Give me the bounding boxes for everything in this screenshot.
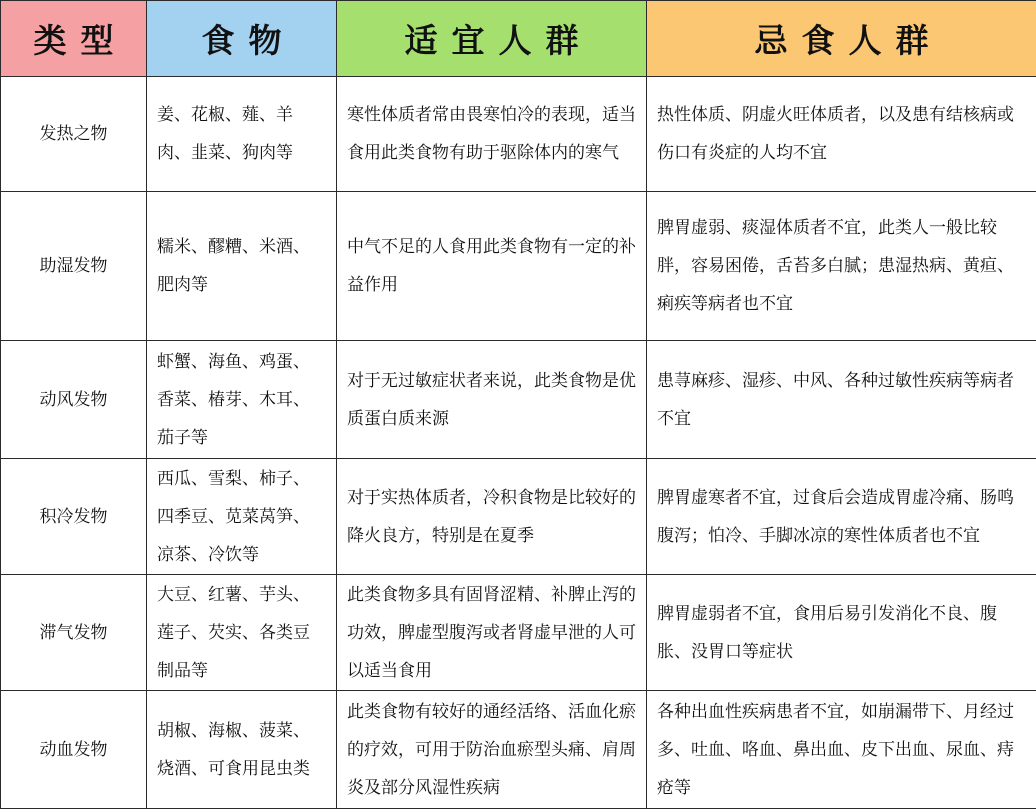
suitable-cell: 对于无过敏症状者来说，此类食物是优质蛋白质来源 [337, 341, 647, 459]
suitable-cell: 此类食物有较好的通经活络、活血化瘀的疗效，可用于防治血瘀型头痛、肩周炎及部分风湿性疾病 [337, 691, 647, 809]
header-type: 类型 [1, 1, 147, 77]
table-row [1, 192, 1036, 341]
avoid-cell: 患荨麻疹、湿疹、中风、各种过敏性疾病等病者不宜 [647, 341, 1036, 459]
type-cell: 动血发物 [1, 691, 147, 809]
table-row [1, 459, 1036, 575]
suitable-cell: 中气不足的人食用此类食物有一定的补益作用 [337, 192, 647, 341]
food-cell: 西瓜、雪梨、柿子、四季豆、苋菜莴笋、凉茶、冷饮等 [147, 459, 337, 575]
header-food: 食物 [147, 1, 337, 77]
food-cell: 姜、花椒、薤、羊肉、韭菜、狗肉等 [147, 77, 337, 192]
type-cell: 积冷发物 [1, 459, 147, 575]
type-cell: 滞气发物 [1, 575, 147, 691]
avoid-cell: 脾胃虚弱、痰湿体质者不宜，此类人一般比较胖，容易困倦，舌苔多白腻；患湿热病、黄疸、痢疾等病者也不宜 [647, 192, 1036, 341]
type-cell: 动风发物 [1, 341, 147, 459]
header-row [1, 1, 1036, 77]
type-cell: 助湿发物 [1, 192, 147, 341]
avoid-cell: 热性体质、阴虚火旺体质者，以及患有结核病或伤口有炎症的人均不宜 [647, 77, 1036, 192]
header-avoid: 忌食人群 [647, 1, 1036, 77]
food-cell: 大豆、红薯、芋头、莲子、芡实、各类豆制品等 [147, 575, 337, 691]
avoid-cell: 脾胃虚弱者不宜，食用后易引发消化不良、腹胀、没胃口等症状 [647, 575, 1036, 691]
header-suitable: 适宜人群 [337, 1, 647, 77]
suitable-cell: 寒性体质者常由畏寒怕冷的表现，适当食用此类食物有助于驱除体内的寒气 [337, 77, 647, 192]
suitable-cell: 此类食物多具有固肾涩精、补脾止泻的功效，脾虚型腹泻或者肾虚早泄的人可以适当食用 [337, 575, 647, 691]
table-row [1, 691, 1036, 809]
avoid-cell: 脾胃虚寒者不宜，过食后会造成胃虚冷痛、肠鸣腹泻；怕冷、手脚冰凉的寒性体质者也不宜 [647, 459, 1036, 575]
suitable-cell: 对于实热体质者，冷积食物是比较好的降火良方，特别是在夏季 [337, 459, 647, 575]
food-cell: 胡椒、海椒、菠菜、烧酒、可食用昆虫类 [147, 691, 337, 809]
type-cell: 发热之物 [1, 77, 147, 192]
avoid-cell: 各种出血性疾病患者不宜，如崩漏带下、月经过多、吐血、咯血、鼻出血、皮下出血、尿血、痔疮等 [647, 691, 1036, 809]
food-cell: 糯米、醪糟、米酒、肥肉等 [147, 192, 337, 341]
table-row [1, 77, 1036, 192]
food-cell: 虾蟹、海鱼、鸡蛋、香菜、椿芽、木耳、茄子等 [147, 341, 337, 459]
table-row [1, 575, 1036, 691]
table-row [1, 341, 1036, 459]
